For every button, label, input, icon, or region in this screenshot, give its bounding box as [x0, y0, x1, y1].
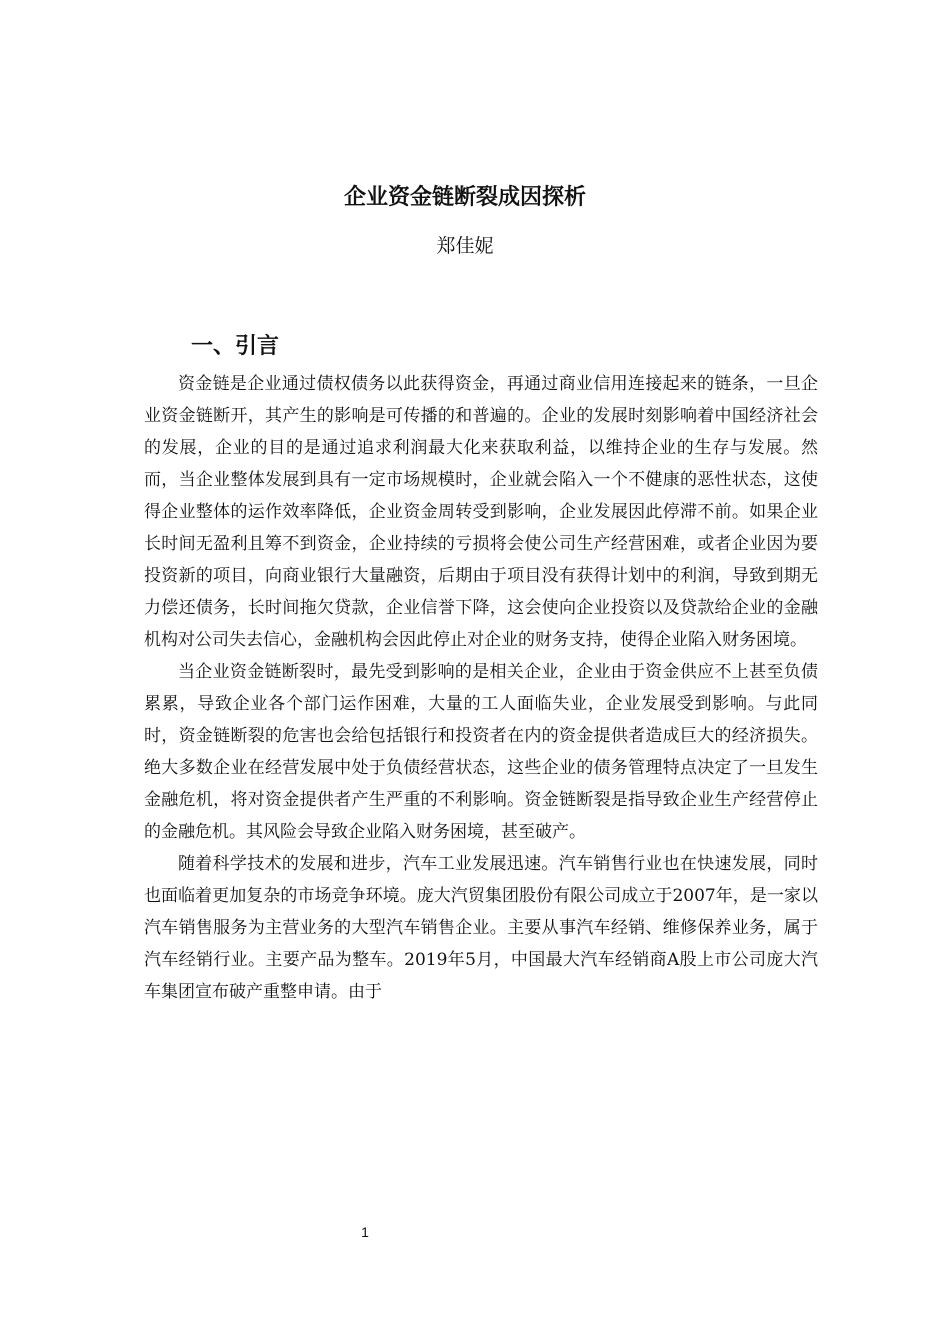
author-name: 郑佳妮: [436, 235, 494, 257]
paragraph-3: 随着科学技术的发展和进步，汽车工业发展迅速。汽车销售行业也在快速发展，同时也面临着更加复杂的市场竞争环境。庞大汽贸集团股份有限公司成立于2007年，是一家以汽车销售服务为主营业务的大型汽车销售企业。主要从事汽车经销、维修保养业务，属于汽车经销行业。主要产品为整车。2019年5月，中国最大汽车经销商A股上市公司庞大汽车集团宣布破产重整申请。由于: [144, 854, 818, 1002]
document-title: 企业资金链断裂成因探析: [343, 185, 586, 210]
paragraph-1: 资金链是企业通过债权债务以此获得资金，再通过商业信用连接起来的链条，一旦企业资金链断开，其产生的影响是可传播的和普遍的。企业的发展时刻影响着中国经济社会的发展，企业的目的是通过追求利润最大化来获取利益，以维持企业的生存与发展。然而，当企业整体发展到具有一定市场规模时，企业就会陷入一个不健康的恶性状态，这使得企业整体的运作效率降低，企业资金周转受到影响，企业发展因此停滞不前。如果企业长时间无盈利且筹不到资金，企业持续的亏损将会使公司生产经营困难，或者企业因为要投资新的项目，向商业银行大量融资，后期由于项目没有获得计划中的利润，导致到期无力偿还债务，长时间拖欠贷款，企业信誉下降，这会使向企业投资以及贷款给企业的金融机构对公司失去信心，金融机构会因此停止对企业的财务支持，使得企业陷入财务困境。: [144, 374, 818, 650]
section-heading: 一、引言: [191, 334, 280, 359]
page-number: 1: [361, 1224, 369, 1240]
body-text: [144, 368, 818, 1008]
paragraph-2: 当企业资金链断裂时，最先受到影响的是相关企业，企业由于资金供应不上甚至负债累累，导致企业各个部门运作困难，大量的工人面临失业，企业发展受到影响。与此同时，资金链断裂的危害也会给包括银行和投资者在内的资金提供者造成巨大的经济损失。绝大多数企业在经营发展中处于负债经营状态，这些企业的债务管理特点决定了一旦发生金融危机，将对资金提供者产生严重的不利影响。资金链断裂是指导致企业生产经营停止的金融危机。其风险会导致企业陷入财务困境，甚至破产。: [144, 662, 818, 842]
